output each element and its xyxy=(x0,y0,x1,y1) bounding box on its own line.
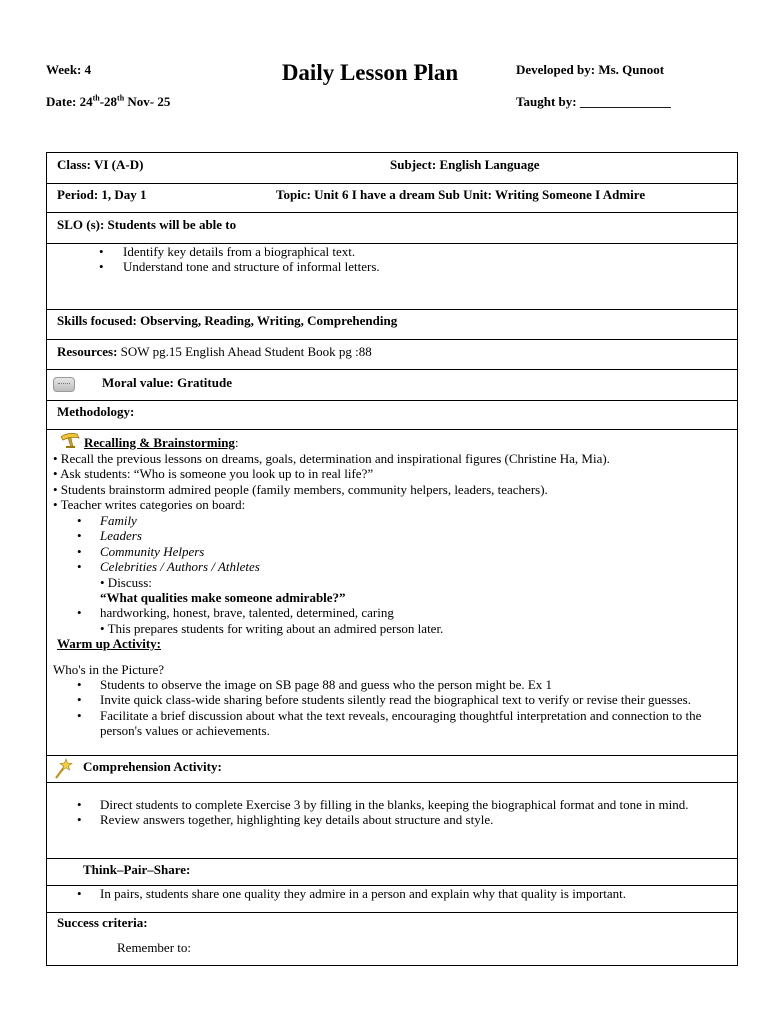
stone-icon xyxy=(53,377,75,392)
category-list xyxy=(77,513,260,575)
list-item: • Understand tone and structure of informal letters. xyxy=(99,259,380,275)
methodology-content xyxy=(47,430,737,756)
list-item: • Family xyxy=(77,513,137,528)
comprehension-heading: Comprehension Activity: xyxy=(83,759,222,774)
list-item: • Review answers together, highlighting key details about structure and style. xyxy=(77,812,494,828)
methodology-row xyxy=(47,401,737,430)
list-item: • Community Helpers xyxy=(77,543,205,559)
tps-heading: Think–Pair–Share: xyxy=(83,862,191,877)
recall-heading: Recalling & Brainstorming: xyxy=(84,435,239,450)
list-item: • Facilitate a brief discussion about what the text reveals, encouraging thoughtful interpretation and connection to the person's values or achievements. xyxy=(77,707,702,739)
slo-list-row xyxy=(47,244,737,310)
resources-row xyxy=(47,340,737,370)
subject-label: Subject: English Language xyxy=(390,157,540,172)
warmup-heading: Warm up Activity: xyxy=(57,636,161,651)
slo-heading: SLO (s): Students will be able to xyxy=(57,217,237,232)
resources-label: Resources: SOW pg.15 English Ahead Student Book pg :88 xyxy=(57,344,372,359)
lesson-plan-table xyxy=(46,152,738,966)
period-label: Period: 1, Day 1 xyxy=(57,187,147,202)
skills-row xyxy=(47,310,737,340)
methodology-label: Methodology: xyxy=(57,404,135,419)
comprehension-list-row xyxy=(47,783,737,859)
comprehension-heading-row xyxy=(47,756,737,783)
prepares-line: • This prepares students for writing about an admired person later. xyxy=(100,621,444,636)
qualities-question: “What qualities make someone admirable?” xyxy=(100,590,346,605)
list-item: • hardworking, honest, brave, talented, determined, caring xyxy=(77,605,394,620)
class-subject-row xyxy=(47,153,737,184)
recall-line: • Ask students: “Who is someone you look up to in real life?” xyxy=(53,466,374,482)
discuss-line: • Discuss: xyxy=(100,575,152,590)
slo-heading-row xyxy=(47,213,737,244)
lamp-icon xyxy=(59,431,81,449)
recall-line: • Recall the previous lessons on dreams, goals, determination and inspirational figures (Christine Ha, Mia). xyxy=(53,451,610,466)
list-item: • Leaders xyxy=(77,528,142,544)
taught-by: Taught by: ______________ xyxy=(516,94,671,109)
list-item: • Celebrities / Authors / Athletes xyxy=(77,559,260,575)
skills-label: Skills focused: Observing, Reading, Writing, Comprehending xyxy=(57,313,398,328)
moral-label: Moral value: Gratitude xyxy=(102,375,232,390)
tps-heading-row xyxy=(47,859,737,886)
date-label: Date: 24th-28th Nov- 25 xyxy=(46,93,171,109)
remember-line: Remember to: xyxy=(117,940,192,955)
recall-lines xyxy=(53,451,610,513)
week-label: Week: 4 xyxy=(46,62,92,77)
period-topic-row xyxy=(47,184,737,213)
moral-row xyxy=(47,370,737,401)
page-title: Daily Lesson Plan xyxy=(281,60,459,85)
recall-line: • Students brainstorm admired people (family members, community helpers, leaders, teachers). xyxy=(53,481,548,497)
list-item: • In pairs, students share one quality they admire in a person and explain why that quality is important. xyxy=(77,886,627,901)
class-label: Class: VI (A-D) xyxy=(57,157,144,172)
recall-line: • Teacher writes categories on board: xyxy=(53,497,246,513)
warmup-list xyxy=(77,677,727,739)
topic-label: Topic: Unit 6 I have a dream Sub Unit: Writing Someone I Admire xyxy=(276,187,646,202)
qualities-list xyxy=(77,605,394,620)
success-heading: Success criteria: xyxy=(57,915,148,930)
list-item: • Invite quick class-wide sharing before students silently read the biographical text to verify or revise their guesses. xyxy=(77,692,691,708)
list-item: • Identify key details from a biographical text. xyxy=(99,244,356,259)
list-item: • Students to observe the image on SB page 88 and guess who the person might be. Ex 1 xyxy=(77,677,553,692)
list-item: • Direct students to complete Exercise 3 by filling in the blanks, keeping the biographical format and tone in mind. xyxy=(77,797,689,812)
warmup-intro: Who's in the Picture? xyxy=(53,662,165,677)
developed-by: Developed by: Ms. Qunoot xyxy=(516,62,665,77)
magic-wand-icon xyxy=(53,758,73,780)
success-row xyxy=(47,913,737,965)
tps-list-row xyxy=(47,886,737,913)
